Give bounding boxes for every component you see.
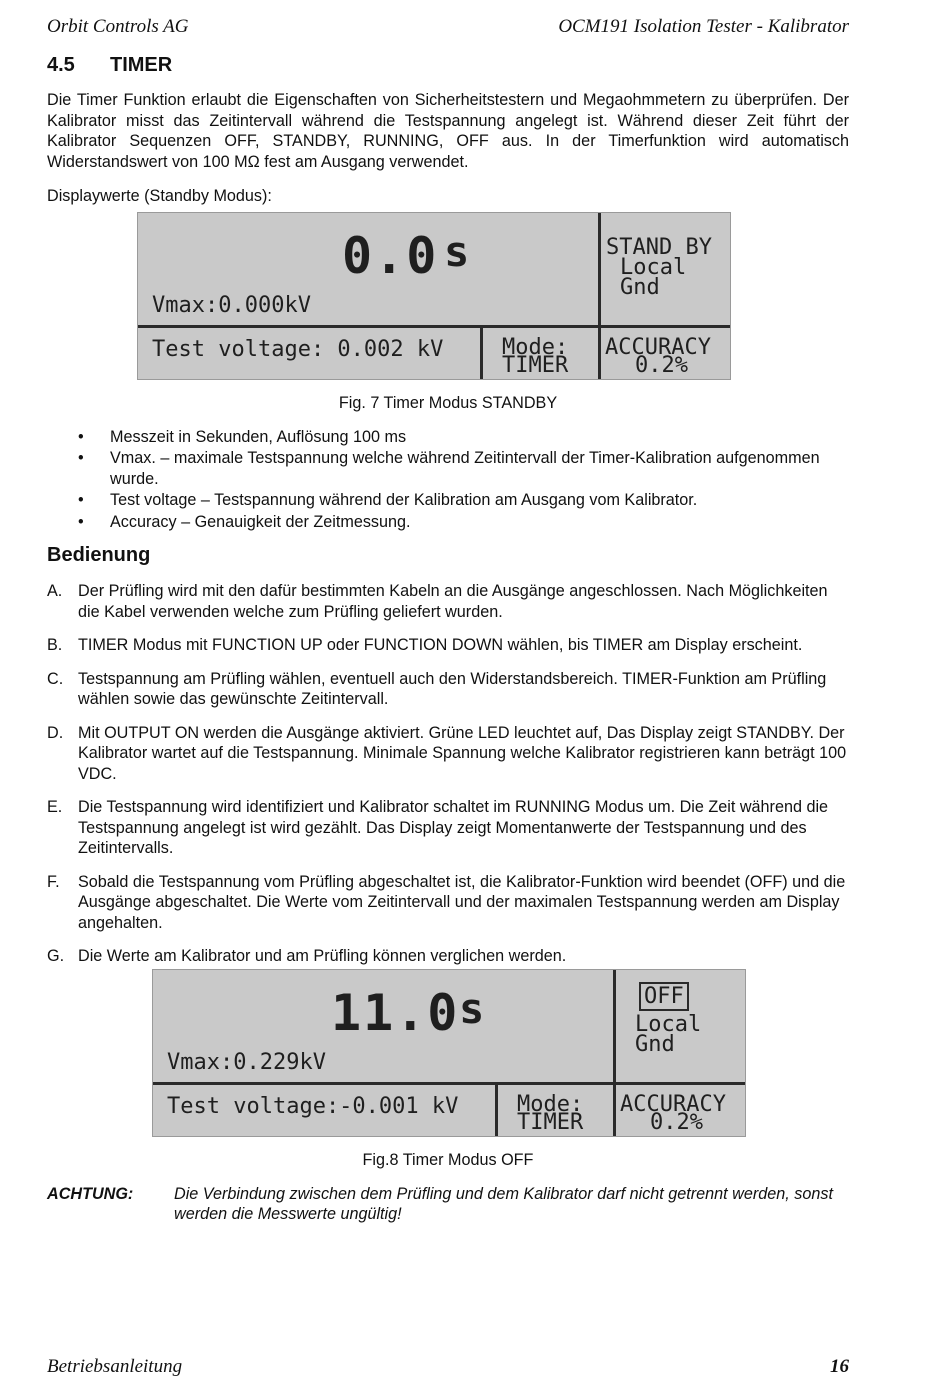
bullet-list	[47, 427, 849, 533]
company-name: Orbit Controls AG	[47, 16, 189, 37]
lcd-status-line-2: Local	[635, 1011, 702, 1037]
lcd-mode-label: Mode:	[517, 1091, 584, 1117]
step-item	[47, 635, 849, 656]
lcd-status-line-1: STAND BY	[606, 234, 712, 260]
lcd-accuracy-value: 0.2%	[650, 1109, 703, 1135]
step-text: Mit OUTPUT ON werden die Ausgänge aktiviert. Grüne LED leuchtet auf, Das Display zeigt STANDBY. Der Kalibrator wartet auf die Testspannung. Minimale Spannung welche Kalibrator registrieren kann beträgt 100 VDC.	[78, 723, 847, 783]
lcd-accuracy-label: ACCURACY	[605, 334, 711, 360]
page-content	[47, 54, 849, 1225]
steps-list	[47, 581, 849, 967]
operation-heading: Bedienung	[47, 544, 151, 566]
page-header	[47, 16, 849, 38]
step-text: Die Testspannung wird identifiziert und Kalibrator schaltet im RUNNING Modus um. Die Zeit während die Testspannung angelegt ist wird gezählt. Das Display zeigt Momentanwerte der Testspannung und des Zeitintervalls.	[78, 798, 829, 857]
lcd-time-unit: s	[444, 226, 472, 276]
warning-label: ACHTUNG:	[47, 1184, 134, 1203]
list-item: • Messzeit in Sekunden, Auflösung 100 ms	[47, 427, 849, 448]
lcd-display-standby	[137, 212, 731, 380]
step-letter: G.	[47, 947, 65, 965]
step-text: Die Werte am Kalibrator und am Prüfling können verglichen werden.	[78, 947, 567, 965]
step-letter: B.	[47, 636, 63, 654]
lcd-time-value: 0.0	[342, 226, 439, 285]
lcd-accuracy-label: ACCURACY	[620, 1091, 726, 1117]
step-letter: E.	[47, 798, 63, 816]
lcd-status-line-1: OFF	[639, 982, 689, 1011]
document-title: OCM191 Isolation Tester - Kalibrator	[558, 16, 849, 37]
lcd-accuracy-value: 0.2%	[635, 352, 688, 378]
section-heading	[47, 54, 849, 77]
step-text: Der Prüfling wird mit den dafür bestimmten Kabeln an die Ausgänge angeschlossen. Nach Möglichkeiten die Kabel verwenden welche zum Prüfling geliefert wurden.	[78, 582, 828, 621]
step-letter: D.	[47, 723, 64, 742]
figure-caption-8: Fig.8 Timer Modus OFF	[362, 1150, 534, 1169]
step-item	[47, 946, 849, 967]
list-item: • Test voltage – Testspannung während der Kalibration am Ausgang vom Kalibrator.	[47, 490, 849, 511]
step-text: Testspannung am Prüfling wählen, eventuell auch den Widerstandsbereich. TIMER-Funktion am Prüfling wählen sowie das gewünschte Zeitintervall.	[78, 669, 827, 708]
lcd-status-line-2: Local	[620, 254, 687, 280]
lcd-mode-value: TIMER	[517, 1109, 584, 1135]
step-item	[47, 581, 849, 622]
page-footer	[47, 1356, 849, 1378]
lcd-display-off	[152, 969, 746, 1137]
list-item: • Accuracy – Genauigkeit der Zeitmessung.	[47, 512, 849, 533]
section-number: 4.5	[47, 54, 75, 76]
intro-paragraph: Die Timer Funktion erlaubt die Eigenschaften von Sicherheitstestern und Megaohmmetern zu überprüfen. Der Kalibrator misst das Zeitintervall während die Testspannung angelegt ist. Während dieser Zeit führt der Kalibrator Sequenzen OFF, STANDBY, RUNNING, OFF aus. In der Timerfunktion wird automatisch Widerstandswert von 100 MΩ fest am Ausgang verwendet.	[47, 91, 849, 171]
step-item	[47, 872, 849, 934]
lcd-time-value: 11.0	[331, 983, 460, 1042]
figure-caption-7: Fig. 7 Timer Modus STANDBY	[338, 393, 558, 412]
step-letter: F.	[47, 872, 60, 891]
step-item	[47, 797, 849, 859]
lcd-test-voltage: Test voltage:-0.001 kV	[167, 1093, 459, 1119]
warning-text: Die Verbindung zwischen dem Prüfling und dem Kalibrator darf nicht getrennt werden, sonst werden die Messwerte ungültig!	[174, 1184, 833, 1223]
section-title: TIMER	[110, 54, 173, 76]
step-text: Sobald die Testspannung vom Prüfling abgeschaltet ist, die Kalibrator-Funktion wird beendet (OFF) und die Ausgänge abgeschaltet. Die Werte vom Zeitintervall und der maximalen Testspannung werden am Display angehalten.	[78, 872, 846, 932]
step-letter: C.	[47, 669, 64, 688]
lcd-vmax: Vmax:0.229kV	[167, 1049, 326, 1075]
page-number: 16	[830, 1356, 849, 1377]
lcd-vmax: Vmax:0.000kV	[152, 292, 311, 318]
step-letter: A.	[47, 582, 63, 600]
warning-note	[47, 1184, 849, 1225]
lcd-time-unit: s	[459, 983, 487, 1033]
footer-title: Betriebsanleitung	[47, 1356, 183, 1377]
lcd-mode-value: TIMER	[502, 352, 569, 378]
lcd-test-voltage: Test voltage: 0.002 kV	[152, 336, 444, 362]
lcd-mode-label: Mode:	[502, 334, 569, 360]
step-item	[47, 669, 849, 710]
step-text: TIMER Modus mit FUNCTION UP oder FUNCTION DOWN wählen, bis TIMER am Display erscheint.	[78, 636, 803, 654]
display-label: Displaywerte (Standby Modus):	[47, 187, 272, 205]
step-item	[47, 723, 849, 785]
list-item: • Vmax. – maximale Testspannung welche während Zeitintervall der Timer-Kalibration aufgenommen wurde.	[47, 448, 849, 489]
lcd-status-line-3: Gnd	[620, 274, 660, 300]
lcd-status-line-3: Gnd	[635, 1031, 675, 1057]
